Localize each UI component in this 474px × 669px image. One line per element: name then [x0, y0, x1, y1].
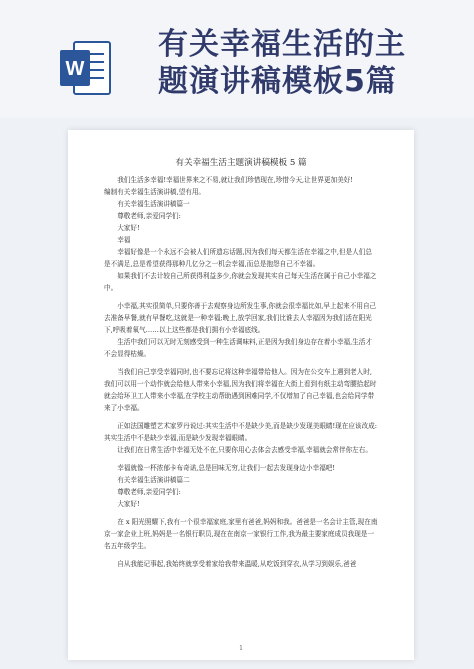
paragraph: 有关幸福生活演讲稿篇二: [117, 476, 190, 484]
banner-title-line-2: 题演讲稿模板5篇: [158, 64, 397, 99]
paragraph: 幸福好像是一个永远不会被人们所遗忘话题,因为我们每天都生活在幸福之中,但是人们总是不满足,总是希望获得那种几亿分之一机会幸福,而总是抱怨自己不幸福。: [104, 248, 372, 268]
paragraph: 尊敬老师,亲爱同学们:: [117, 212, 181, 220]
banner-title-line-1: 有关幸福生活的主: [158, 27, 406, 62]
word-icon: [60, 38, 112, 98]
paragraph: 大家好!: [117, 500, 140, 508]
paragraph: 生活中我们可以无时无刻感受到一种生活调味料,正是因为我们身边存在着小幸福,生活才不会显得枯燥。: [104, 338, 372, 358]
document-body: [68, 174, 414, 570]
document-page: [68, 130, 414, 660]
banner-title: [158, 26, 458, 100]
paragraph: 大家好!: [117, 224, 140, 232]
paragraph: 尊敬老师,亲爱同学们:: [117, 488, 181, 496]
paragraph: 有关幸福生活演讲稿篇一: [117, 200, 190, 208]
paragraph: 在 x 阳光照耀下,我有一个很幸福家庭,家里有爸爸,妈妈和我。爸爸是一名会计主管,现在南京一家企业上班,妈妈是一名银行职员,现在在南京一家银行工作,我为最主要家庭成员我现是一名五年级学生。: [104, 518, 378, 550]
document-title: 有关幸福生活主题演讲稿模板 5 篇: [175, 158, 307, 168]
paragraph: 当我们自己享受幸福同时,也不要忘记将这种幸福带给他人。因为在公交车上遇到老人时,我们可以用一个动作就会给他人带来小幸福,因为我们将幸福在大街上看到有纸主动弯腰拾起时就会给环卫工人带来小幸福,在学校主动帮助遇到困难同学,不仅增加了自己幸福,也会给同学带来了小幸福。: [104, 368, 377, 412]
paragraph: 编制有关幸福生活演讲稿,望有用。: [104, 188, 206, 196]
paragraph: 我们生活多幸福!幸福世界来之不易,就让我们珍惜现在,珍惜今天,让世界更加美好!: [117, 176, 353, 184]
banner: [0, 0, 474, 118]
paragraph: 小幸福,其实很简单,只要你善于去观察身边所发生事,你就会很幸福比如,早上起来不用自己去准备早餐,就有早餐吃,这就是一种幸福;晚上,放学回家,我们比谁去人幸福因为我们活在阳光下,呼吸着氧气……以上这些都是我们拥有小幸福底线。: [104, 302, 377, 334]
page-number: 1: [239, 645, 243, 652]
word-logo-letter: W: [65, 58, 85, 80]
paragraph: 自从我能记事起,我始终就享受着家给我带来温暖,从吃饭到穿衣,从学习到娱乐,爸爸: [117, 560, 357, 568]
paragraph: 让我们在日常生活中幸福无处不在,只要你用心去体会去感受幸福,幸福就会常伴你左右。: [117, 446, 372, 454]
paragraph: 如果我们不去计较自己所获得利益多少,你就会发现其实自己每天生活在属于自己小幸福之中。: [104, 272, 377, 292]
paragraph: 正如法国雕塑艺术家罗丹说过:其实生活中不是缺少美,而是缺少发现美眼睛!现在应该改成:其实生活中不是缺少幸福,而是缺少发现幸福眼睛。: [104, 422, 377, 442]
paragraph: 幸福: [117, 236, 131, 244]
paragraph: 幸福就像一杯浓郁卡布奇诺,总是回味无穷,让我们一起去发现身边小幸福吧!: [117, 464, 336, 472]
